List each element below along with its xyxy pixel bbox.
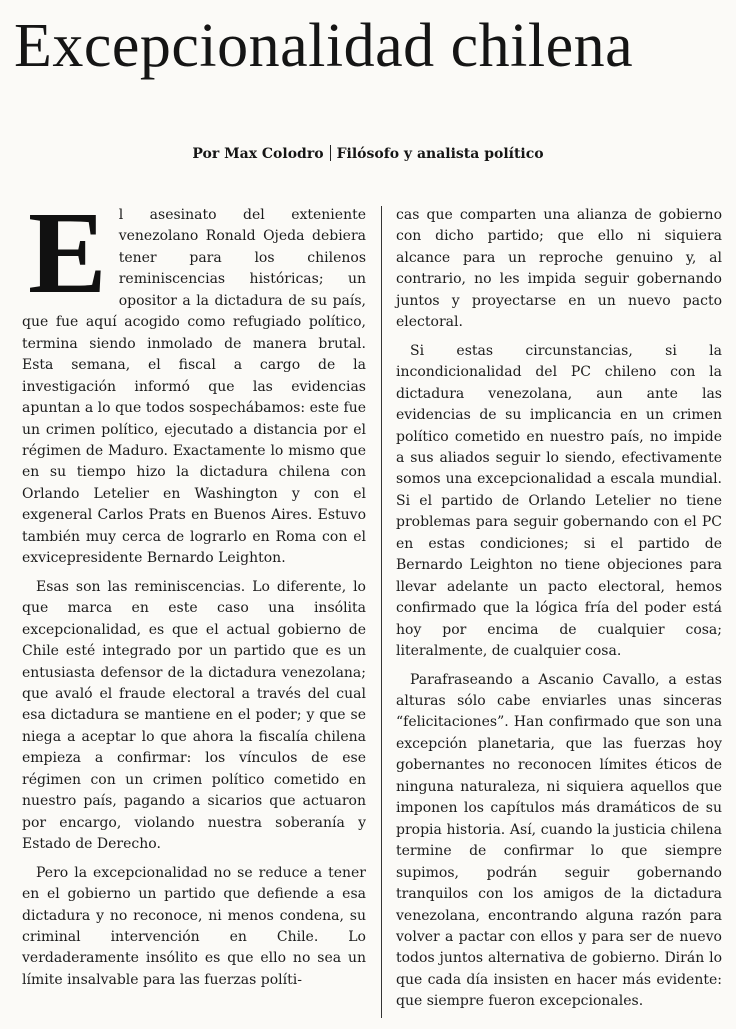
- author-name: Por Max Colodro: [192, 146, 324, 162]
- paragraph-3-continued: cas que comparten una alianza de gobierno con dicho partido; que ello ni siquiera alcance para un reproche genuino y, al contrario, no les impida seguir gobernando juntos y proyectarse en un nuevo pacto electoral.: [396, 207, 722, 331]
- article-column-right: [396, 205, 722, 1020]
- drop-cap: E: [28, 187, 107, 318]
- column-divider: [381, 206, 382, 1018]
- author-role: Filósofo y analista político: [336, 146, 544, 162]
- byline-separator: [330, 145, 331, 161]
- headline: Excepcionalidad chilena: [14, 12, 634, 80]
- paragraph-4: Si estas circunstancias, si la incondicionalidad del PC chileno con la dictadura venezolana, aun ante las evidencias de su implicancia en un crimen político cometido en nuestro país, no impide a sus aliados seguir lo siendo, efectivamente somos una excepcionalidad a escala mundial. Si el partido de Orlando Letelier no tiene problemas para seguir gobernando con el PC en estas condiciones; si el partido de Bernardo Leighton no tiene objeciones para llevar adelante un pacto electoral, hemos confirmado que la lógica fría del poder está hoy por encima de cualquier cosa; literalmente, de cualquier cosa.: [396, 342, 722, 660]
- byline: [0, 144, 736, 164]
- paragraph-2: Esas son las reminiscencias. Lo diferente, lo que marca en este caso una insólita excepcionalidad, es que el actual gobierno de Chile esté integrado por un partido que es un entusiasta defensor de la dictadura venezolana; que avaló el fraude electoral a través del cual esa dictadura se mantiene en el poder; y que se niega a aceptar lo que ahora la fiscalía chilena empieza a confirmar: los vínculos de ese régimen con un crimen político cometido en nuestro país, pagando a sicarios que actuaron por encargo, violando nuestra soberanía y Estado de Derecho.: [22, 578, 366, 853]
- paragraph-1-text: l asesinato del exteniente venezolano Ronald Ojeda debiera tener para los chilenos reminiscencias históricas; un opositor a la dictadura de su país, que fue aquí acogido como refugiado político, termina siendo inmolado de manera brutal. Esta semana, el fiscal a cargo de la investigación informó que las evidencias apuntan a lo que todos sospechábamos: este fue un crimen político, ejecutado a distancia por el régimen de Maduro. Exactamente lo mismo que en su tiempo hizo la dictadura chilena con Orlando Letelier en Washington y con el exgeneral Carlos Prats en Buenos Aires. Estuvo también muy cerca de lograrlo en Roma con el exvicepresidente Bernardo Leighton.: [22, 207, 366, 567]
- paragraph-5: Parafraseando a Ascanio Cavallo, a estas alturas sólo cabe enviarles unas sinceras “felicitaciones”. Han confirmado que son una excepción planetaria, que las fuerzas hoy gobernantes no reconocen límites éticos de ninguna naturaleza, ni siquiera aquellos que imponen los capítulos más dramáticos de su propia historia. Así, cuando la justicia chilena termine de confirmar lo que siempre supimos, podrán seguir gobernando tranquilos con los amigos de la dictadura venezolana, encontrando alguna razón para volver a pactar con ellos y para ser de nuevo todos juntos alternativa de gobierno. Dirán lo que cada día insisten en hacer más evidente: que siempre fueron excepcionales.: [396, 671, 722, 1010]
- article-column-left: [22, 187, 366, 998]
- paragraph-1: [22, 187, 366, 570]
- paragraph-3: Pero la excepcionalidad no se reduce a tener en el gobierno un partido que defiende a esa dictadura y no reconoce, ni menos condena, su criminal intervención en Chile. Lo verdaderamente insólito es que ello no sea un límite insalvable para las fuerzas políti-: [22, 864, 366, 988]
